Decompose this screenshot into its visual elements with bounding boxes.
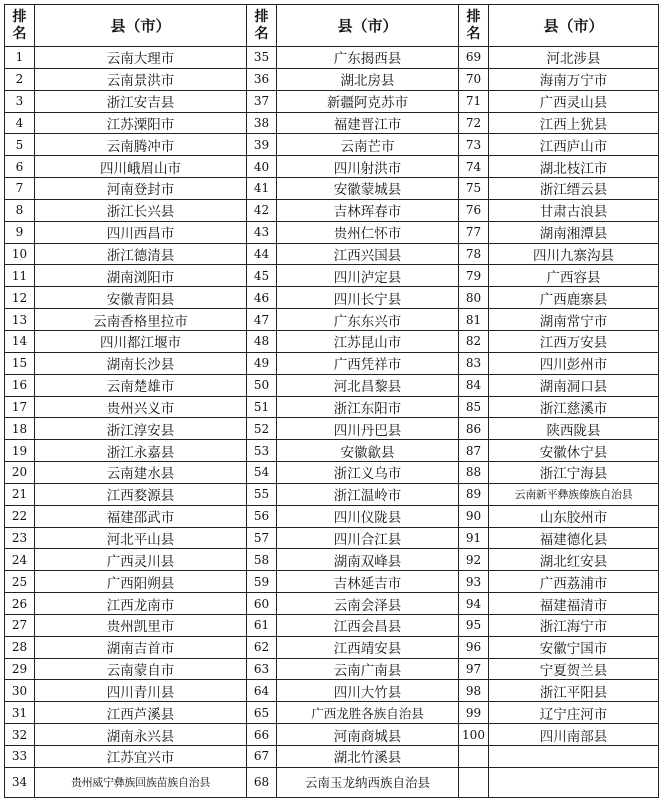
rank-cell: 47 [247, 309, 277, 331]
table-row [5, 746, 659, 768]
county-name-cell: 湖北竹溪县 [277, 746, 459, 768]
table-row [5, 571, 659, 593]
rank-cell: 62 [247, 636, 277, 658]
county-name-cell: 浙江安吉县 [35, 90, 247, 112]
county-name-cell: 浙江平阳县 [489, 680, 659, 702]
county-name-cell: 浙江义乌市 [277, 462, 459, 484]
county-name-cell: 云南广南县 [277, 658, 459, 680]
county-name-cell: 云南景洪市 [35, 68, 247, 90]
rank-cell: 59 [247, 571, 277, 593]
county-name-cell: 广西凭祥市 [277, 352, 459, 374]
county-ranking-table [4, 4, 659, 798]
county-name-cell: 四川九寨沟县 [489, 243, 659, 265]
county-name-cell: 河北昌黎县 [277, 374, 459, 396]
rank-column-header [459, 5, 489, 47]
rank-cell: 6 [5, 156, 35, 178]
county-name-cell: 吉林延吉市 [277, 571, 459, 593]
county-name-cell: 江西会昌县 [277, 614, 459, 636]
rank-cell: 94 [459, 593, 489, 615]
county-name-cell: 四川合江县 [277, 527, 459, 549]
rank-cell: 28 [5, 636, 35, 658]
rank-cell: 77 [459, 221, 489, 243]
rank-cell: 19 [5, 440, 35, 462]
rank-header-char: 排 [12, 8, 27, 25]
rank-cell: 7 [5, 178, 35, 200]
county-name-cell: 四川都江堰市 [35, 330, 247, 352]
county-column-header: 县（市） [489, 5, 659, 47]
rank-cell: 17 [5, 396, 35, 418]
rank-cell: 22 [5, 505, 35, 527]
rank-cell: 16 [5, 374, 35, 396]
county-name-cell: 云南大理市 [35, 47, 247, 69]
rank-cell: 3 [5, 90, 35, 112]
county-name-cell: 四川大竹县 [277, 680, 459, 702]
table-row [5, 309, 659, 331]
rank-cell: 70 [459, 68, 489, 90]
rank-cell: 55 [247, 483, 277, 505]
table-row [5, 614, 659, 636]
rank-cell: 21 [5, 483, 35, 505]
county-name-cell: 四川西昌市 [35, 221, 247, 243]
rank-cell: 36 [247, 68, 277, 90]
rank-cell: 38 [247, 112, 277, 134]
table-row [5, 199, 659, 221]
rank-cell: 100 [459, 724, 489, 746]
table-row [5, 90, 659, 112]
county-name-cell: 贵州威宁彝族回族苗族自治县 [35, 767, 247, 797]
rank-cell: 82 [459, 330, 489, 352]
county-name-cell: 广东揭西县 [277, 47, 459, 69]
county-name-cell: 四川泸定县 [277, 265, 459, 287]
county-name-cell: 福建邵武市 [35, 505, 247, 527]
rank-cell: 35 [247, 47, 277, 69]
rank-cell: 48 [247, 330, 277, 352]
county-name-cell: 云南芒市 [277, 134, 459, 156]
rank-header-char: 名 [12, 25, 27, 42]
rank-cell: 2 [5, 68, 35, 90]
county-name-cell: 浙江长兴县 [35, 199, 247, 221]
county-name-cell: 湖北红安县 [489, 549, 659, 571]
table-row [5, 243, 659, 265]
county-name-cell: 江西婺源县 [35, 483, 247, 505]
county-name-cell: 四川射洪市 [277, 156, 459, 178]
rank-cell: 83 [459, 352, 489, 374]
county-name-cell: 浙江海宁市 [489, 614, 659, 636]
rank-cell: 72 [459, 112, 489, 134]
county-name-cell: 湖南常宁市 [489, 309, 659, 331]
rank-cell: 26 [5, 593, 35, 615]
table-row [5, 702, 659, 724]
county-name-cell: 湖南吉首市 [35, 636, 247, 658]
table-row [5, 636, 659, 658]
county-name-cell: 河南登封市 [35, 178, 247, 200]
table-row [5, 658, 659, 680]
county-name-cell: 湖南双峰县 [277, 549, 459, 571]
county-name-cell: 四川长宁县 [277, 287, 459, 309]
county-name-cell: 河北平山县 [35, 527, 247, 549]
table-row [5, 680, 659, 702]
county-name-cell: 江苏溧阳市 [35, 112, 247, 134]
rank-cell: 52 [247, 418, 277, 440]
rank-cell: 57 [247, 527, 277, 549]
county-name-cell: 广西阳朔县 [35, 571, 247, 593]
county-name-cell: 四川仪陇县 [277, 505, 459, 527]
rank-cell: 98 [459, 680, 489, 702]
empty-cell [489, 746, 659, 768]
county-name-cell: 湖北房县 [277, 68, 459, 90]
rank-cell: 29 [5, 658, 35, 680]
rank-cell: 71 [459, 90, 489, 112]
rank-cell: 33 [5, 746, 35, 768]
rank-cell: 88 [459, 462, 489, 484]
rank-cell: 37 [247, 90, 277, 112]
rank-cell: 86 [459, 418, 489, 440]
county-name-cell: 广西灵川县 [35, 549, 247, 571]
rank-cell: 46 [247, 287, 277, 309]
county-name-cell: 海南万宁市 [489, 68, 659, 90]
rank-cell: 40 [247, 156, 277, 178]
rank-cell: 14 [5, 330, 35, 352]
rank-cell: 80 [459, 287, 489, 309]
county-name-cell: 广西容县 [489, 265, 659, 287]
rank-cell: 13 [5, 309, 35, 331]
county-name-cell: 四川南部县 [489, 724, 659, 746]
rank-cell: 69 [459, 47, 489, 69]
rank-cell: 65 [247, 702, 277, 724]
county-name-cell: 甘肃古浪县 [489, 199, 659, 221]
county-name-cell: 浙江温岭市 [277, 483, 459, 505]
rank-cell: 20 [5, 462, 35, 484]
table-row [5, 396, 659, 418]
county-name-cell: 福建福清市 [489, 593, 659, 615]
county-name-cell: 云南香格里拉市 [35, 309, 247, 331]
rank-cell: 15 [5, 352, 35, 374]
rank-cell: 63 [247, 658, 277, 680]
table-row [5, 287, 659, 309]
county-name-cell: 江西芦溪县 [35, 702, 247, 724]
table-row [5, 374, 659, 396]
rank-cell: 9 [5, 221, 35, 243]
table-row [5, 221, 659, 243]
county-name-cell: 浙江永嘉县 [35, 440, 247, 462]
county-column-header: 县（市） [277, 5, 459, 47]
rank-cell: 34 [5, 767, 35, 797]
county-name-cell: 安徽歙县 [277, 440, 459, 462]
rank-cell: 11 [5, 265, 35, 287]
county-name-cell: 江西兴国县 [277, 243, 459, 265]
rank-cell: 81 [459, 309, 489, 331]
county-name-cell: 湖南湘潭县 [489, 221, 659, 243]
rank-header-char: 排 [466, 8, 481, 25]
table-row [5, 527, 659, 549]
county-name-cell: 云南玉龙纳西族自治县 [277, 767, 459, 797]
rank-cell: 89 [459, 483, 489, 505]
table-row [5, 549, 659, 571]
county-name-cell: 云南蒙自市 [35, 658, 247, 680]
rank-column-header [5, 5, 35, 47]
county-name-cell: 云南新平彝族傣族自治县 [489, 483, 659, 505]
rank-cell: 91 [459, 527, 489, 549]
county-name-cell: 广西灵山县 [489, 90, 659, 112]
rank-cell: 54 [247, 462, 277, 484]
county-name-cell: 浙江淳安县 [35, 418, 247, 440]
empty-cell [489, 767, 659, 797]
table-row [5, 47, 659, 69]
county-name-cell: 山东胶州市 [489, 505, 659, 527]
table-row [5, 178, 659, 200]
county-name-cell: 江苏宜兴市 [35, 746, 247, 768]
table-row [5, 724, 659, 746]
rank-cell: 76 [459, 199, 489, 221]
rank-cell: 68 [247, 767, 277, 797]
rank-cell: 25 [5, 571, 35, 593]
county-name-cell: 云南会泽县 [277, 593, 459, 615]
rank-cell: 56 [247, 505, 277, 527]
rank-cell: 87 [459, 440, 489, 462]
county-column-header: 县（市） [35, 5, 247, 47]
rank-cell: 42 [247, 199, 277, 221]
county-name-cell: 新疆阿克苏市 [277, 90, 459, 112]
rank-header-char: 名 [466, 25, 481, 42]
table-row [5, 352, 659, 374]
county-name-cell: 河南商城县 [277, 724, 459, 746]
rank-cell: 32 [5, 724, 35, 746]
rank-cell [459, 767, 489, 797]
county-name-cell: 广西龙胜各族自治县 [277, 702, 459, 724]
county-name-cell: 福建德化县 [489, 527, 659, 549]
county-name-cell: 湖南长沙县 [35, 352, 247, 374]
county-name-cell: 宁夏贺兰县 [489, 658, 659, 680]
county-name-cell: 江西龙南市 [35, 593, 247, 615]
ranking-document [4, 4, 658, 793]
county-name-cell: 江西万安县 [489, 330, 659, 352]
table-row [5, 112, 659, 134]
rank-header-char: 名 [254, 25, 269, 42]
rank-cell: 93 [459, 571, 489, 593]
rank-cell: 99 [459, 702, 489, 724]
rank-cell: 73 [459, 134, 489, 156]
rank-cell: 84 [459, 374, 489, 396]
county-name-cell: 广东东兴市 [277, 309, 459, 331]
table-row [5, 330, 659, 352]
table-header-row [5, 5, 659, 47]
rank-cell: 27 [5, 614, 35, 636]
county-name-cell: 湖南永兴县 [35, 724, 247, 746]
county-name-cell: 云南腾冲市 [35, 134, 247, 156]
county-name-cell: 安徽蒙城县 [277, 178, 459, 200]
county-name-cell: 湖北枝江市 [489, 156, 659, 178]
table-row [5, 440, 659, 462]
table-body [5, 47, 659, 798]
rank-cell: 4 [5, 112, 35, 134]
rank-cell: 92 [459, 549, 489, 571]
county-name-cell: 河北涉县 [489, 47, 659, 69]
county-name-cell: 辽宁庄河市 [489, 702, 659, 724]
rank-cell: 51 [247, 396, 277, 418]
rank-cell: 90 [459, 505, 489, 527]
county-name-cell: 四川丹巴县 [277, 418, 459, 440]
rank-cell: 39 [247, 134, 277, 156]
county-name-cell: 安徽宁国市 [489, 636, 659, 658]
rank-cell: 12 [5, 287, 35, 309]
county-name-cell: 贵州凯里市 [35, 614, 247, 636]
rank-cell: 64 [247, 680, 277, 702]
county-name-cell: 浙江东阳市 [277, 396, 459, 418]
rank-cell: 41 [247, 178, 277, 200]
rank-cell: 30 [5, 680, 35, 702]
county-name-cell: 浙江慈溪市 [489, 396, 659, 418]
table-row [5, 418, 659, 440]
county-name-cell: 云南建水县 [35, 462, 247, 484]
rank-cell: 43 [247, 221, 277, 243]
table-row [5, 593, 659, 615]
rank-cell: 67 [247, 746, 277, 768]
rank-cell: 8 [5, 199, 35, 221]
rank-cell: 75 [459, 178, 489, 200]
rank-cell: 49 [247, 352, 277, 374]
county-name-cell: 贵州仁怀市 [277, 221, 459, 243]
county-name-cell: 四川青川县 [35, 680, 247, 702]
rank-cell: 53 [247, 440, 277, 462]
county-name-cell: 广西荔浦市 [489, 571, 659, 593]
rank-cell: 5 [5, 134, 35, 156]
county-name-cell: 广西鹿寨县 [489, 287, 659, 309]
rank-cell: 44 [247, 243, 277, 265]
county-name-cell: 湖南浏阳市 [35, 265, 247, 287]
rank-cell: 23 [5, 527, 35, 549]
county-name-cell: 四川彭州市 [489, 352, 659, 374]
rank-cell: 78 [459, 243, 489, 265]
rank-cell: 31 [5, 702, 35, 724]
rank-cell: 61 [247, 614, 277, 636]
rank-cell: 24 [5, 549, 35, 571]
table-row [5, 505, 659, 527]
rank-cell: 60 [247, 593, 277, 615]
rank-cell: 96 [459, 636, 489, 658]
rank-cell [459, 746, 489, 768]
table-row [5, 68, 659, 90]
county-name-cell: 安徽青阳县 [35, 287, 247, 309]
county-name-cell: 江苏昆山市 [277, 330, 459, 352]
county-name-cell: 浙江德清县 [35, 243, 247, 265]
table-row [5, 483, 659, 505]
county-name-cell: 福建晋江市 [277, 112, 459, 134]
county-name-cell: 江西靖安县 [277, 636, 459, 658]
rank-cell: 97 [459, 658, 489, 680]
table-row [5, 134, 659, 156]
rank-cell: 10 [5, 243, 35, 265]
rank-cell: 74 [459, 156, 489, 178]
rank-cell: 50 [247, 374, 277, 396]
rank-cell: 95 [459, 614, 489, 636]
county-name-cell: 安徽休宁县 [489, 440, 659, 462]
county-name-cell: 吉林珲春市 [277, 199, 459, 221]
table-row [5, 767, 659, 797]
county-name-cell: 陕西陇县 [489, 418, 659, 440]
rank-cell: 1 [5, 47, 35, 69]
county-name-cell: 江西上犹县 [489, 112, 659, 134]
table-row [5, 265, 659, 287]
rank-header-char: 排 [254, 8, 269, 25]
table-row [5, 462, 659, 484]
county-name-cell: 贵州兴义市 [35, 396, 247, 418]
county-name-cell: 四川峨眉山市 [35, 156, 247, 178]
rank-cell: 45 [247, 265, 277, 287]
county-name-cell: 浙江缙云县 [489, 178, 659, 200]
rank-cell: 58 [247, 549, 277, 571]
rank-cell: 85 [459, 396, 489, 418]
rank-cell: 66 [247, 724, 277, 746]
rank-cell: 79 [459, 265, 489, 287]
county-name-cell: 浙江宁海县 [489, 462, 659, 484]
table-row [5, 156, 659, 178]
county-name-cell: 湖南洞口县 [489, 374, 659, 396]
county-name-cell: 云南楚雄市 [35, 374, 247, 396]
county-name-cell: 江西庐山市 [489, 134, 659, 156]
rank-cell: 18 [5, 418, 35, 440]
rank-column-header [247, 5, 277, 47]
